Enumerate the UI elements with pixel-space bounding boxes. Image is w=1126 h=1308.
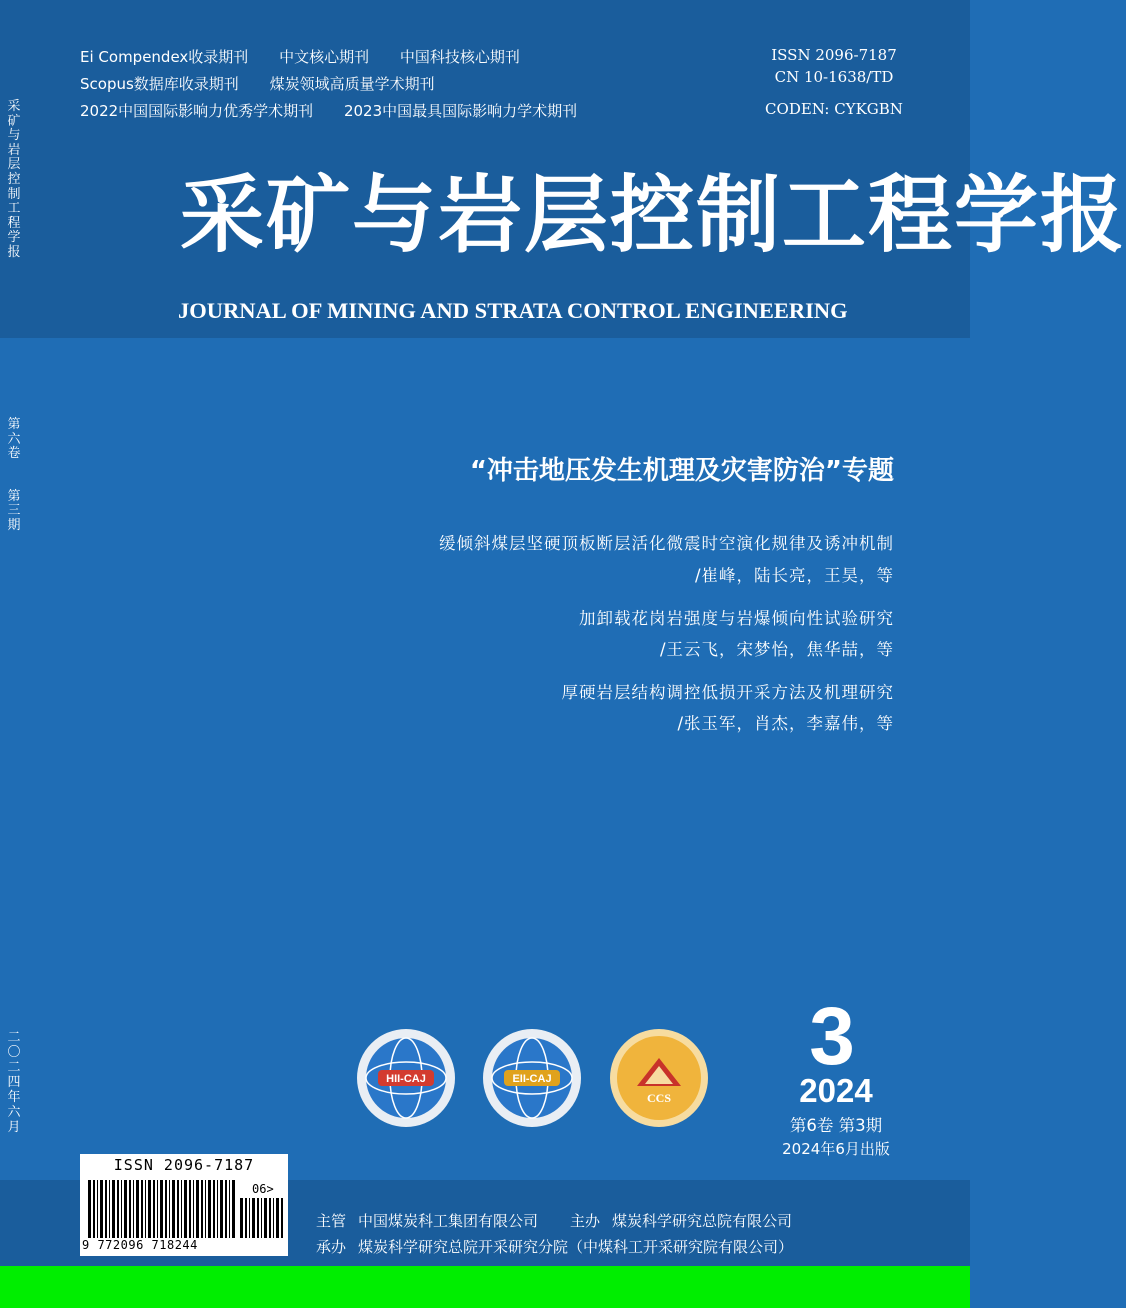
spine-char: 程 — [7, 215, 21, 231]
indexing-row — [80, 98, 680, 125]
spine-char: 〇 — [7, 1045, 21, 1060]
indexing-row — [80, 71, 680, 98]
spine-char: 六 — [7, 431, 21, 447]
badge-label: CCS — [646, 1091, 672, 1105]
barcode-bar — [112, 1180, 115, 1238]
barcode-digits: 9 772096 718244 — [82, 1238, 198, 1252]
footer-strip — [0, 1266, 970, 1308]
volume-issue: 第6卷 第3期 — [789, 1116, 883, 1135]
indexing-item: 2022中国国际影响力优秀学术期刊 — [80, 102, 314, 120]
barcode-icon — [88, 1180, 238, 1238]
spine-char: 矿 — [7, 113, 21, 129]
barcode-bar — [252, 1198, 255, 1238]
spine-char: 年 — [7, 1090, 21, 1105]
barcode-bar — [93, 1180, 95, 1238]
barcode-bar — [249, 1198, 250, 1238]
barcode-addon: 06> — [252, 1182, 274, 1196]
barcode-addon-icon — [240, 1198, 284, 1238]
barcode-bar — [184, 1180, 187, 1238]
spine-char: 四 — [7, 1075, 21, 1090]
spine-char: 岩 — [7, 142, 21, 158]
badge-label: HII-CAJ — [386, 1073, 426, 1085]
barcode-bar — [109, 1180, 110, 1238]
spine-volume-issue — [5, 418, 23, 534]
hii-caj-badge — [356, 1028, 456, 1128]
barcode-bar — [177, 1180, 179, 1238]
indexing-row — [80, 44, 680, 71]
spine-char: 卷 — [7, 446, 21, 462]
indexing-item: 中文核心期刊 — [279, 48, 370, 66]
eii-caj-badge — [482, 1028, 582, 1128]
barcode-bar — [136, 1180, 139, 1238]
spine-char: 与 — [7, 128, 21, 144]
publication-date: 2024年6月出版 — [782, 1140, 890, 1158]
barcode-bar — [240, 1198, 243, 1238]
article-title: 加卸载花岗岩强度与岩爆倾向性试验研究 — [579, 609, 894, 628]
spine-char: 采 — [7, 99, 21, 114]
supervisor-label: 主管 — [316, 1212, 347, 1230]
barcode-bar — [169, 1180, 170, 1238]
spine-char: 学 — [7, 230, 21, 246]
barcode-bar — [229, 1180, 230, 1238]
journal-title-en: JOURNAL OF MINING AND STRATA CONTROL ENGINEERING — [178, 298, 848, 323]
barcode-bar — [181, 1180, 182, 1238]
special-topic-heading: “冲击地压发生机理及灾害防治”专题 — [469, 456, 894, 486]
barcode-bar — [264, 1198, 267, 1238]
sponsor-info — [316, 1208, 936, 1260]
barcode-bar — [205, 1180, 206, 1238]
barcode-bar — [121, 1180, 122, 1238]
barcode-bar — [189, 1180, 191, 1238]
spine-char: 三 — [7, 503, 21, 519]
coden-code: CODEN: CYKGBN — [765, 100, 903, 118]
ccs-badge — [609, 1028, 709, 1128]
spine-date — [5, 1030, 23, 1135]
identifier-block — [744, 44, 924, 120]
indexing-item: 2023中国最具国际影响力学术期刊 — [343, 102, 578, 120]
spine-char: 控 — [7, 171, 21, 187]
spine-char: 层 — [7, 157, 21, 173]
barcode-bar — [141, 1180, 143, 1238]
barcode-bar — [208, 1180, 211, 1238]
issn-number: ISSN 2096-7187 — [771, 46, 897, 64]
cn-number: CN 10-1638/TD — [774, 68, 894, 86]
article-authors: /张玉军，肖杰，李嘉伟，等 — [677, 714, 894, 733]
spine-char: 二 — [7, 1030, 21, 1045]
article-title: 缓倾斜煤层坚硬顶板断层活化微震时空演化规律及诱冲机制 — [439, 534, 894, 553]
indexing-item: 中国科技核心期刊 — [399, 48, 520, 66]
barcode-bar — [88, 1180, 91, 1238]
sponsor-row — [316, 1234, 936, 1260]
spine-char: 工 — [7, 201, 21, 217]
barcode-issn: ISSN 2096-7187 — [113, 1156, 255, 1174]
spine-char: 月 — [7, 1120, 21, 1135]
barcode-bar — [148, 1180, 151, 1238]
sponsor-name: 煤炭科学研究总院有限公司 — [612, 1212, 793, 1230]
barcode-bar — [276, 1198, 279, 1238]
barcode-bar — [153, 1180, 155, 1238]
barcode-bar — [245, 1198, 247, 1238]
article-title: 厚硬岩层结构调控低损开采方法及机理研究 — [561, 683, 894, 702]
emblem-icon — [609, 1028, 709, 1128]
barcode-bar — [145, 1180, 146, 1238]
organizer-label: 承办 — [316, 1238, 347, 1256]
barcode-bar — [201, 1180, 203, 1238]
barcode-bar — [225, 1180, 227, 1238]
barcode-bar — [196, 1180, 199, 1238]
globe-icon — [356, 1028, 456, 1128]
barcode-bar — [97, 1180, 98, 1238]
indexing-item: Scopus数据库收录期刊 — [80, 75, 239, 93]
barcode-bar — [117, 1180, 119, 1238]
barcode-bar — [261, 1198, 262, 1238]
spine-char: 二 — [7, 1060, 21, 1075]
barcode-bar — [124, 1180, 127, 1238]
spine-char: 报 — [7, 244, 21, 260]
badge-label: EII-CAJ — [512, 1073, 552, 1085]
barcode-bar — [157, 1180, 158, 1238]
barcode-bar — [193, 1180, 194, 1238]
barcode-bar — [269, 1198, 271, 1238]
organizer-name: 煤炭科学研究总院开采研究分院（中煤科工开采研究院有限公司） — [358, 1238, 794, 1256]
supervisor-name: 中国煤炭科工集团有限公司 — [358, 1212, 539, 1230]
barcode-bar — [133, 1180, 134, 1238]
barcode-bar — [129, 1180, 131, 1238]
article-authors: /崔峰，陆长亮，王昊，等 — [694, 566, 894, 585]
spine-title — [5, 100, 23, 261]
indexing-list — [80, 44, 680, 125]
spine-char: 六 — [7, 1105, 21, 1120]
barcode-bar — [100, 1180, 103, 1238]
article-authors: /王云飞，宋梦怡，焦华喆，等 — [659, 640, 894, 659]
spine-char: 第 — [7, 488, 21, 504]
indexing-item: Ei Compendex收录期刊 — [80, 48, 249, 66]
spine-char: 制 — [7, 186, 21, 202]
journal-title-cn: 采矿与岩层控制工程学报 — [180, 166, 1126, 264]
barcode-bar — [160, 1180, 163, 1238]
sponsor-label: 主办 — [570, 1212, 601, 1230]
indexing-item: 煤炭领域高质量学术期刊 — [269, 75, 435, 93]
sponsor-row — [316, 1208, 936, 1234]
barcode-bar — [217, 1180, 218, 1238]
spine-char: 第 — [7, 417, 21, 432]
barcode-bar — [165, 1180, 167, 1238]
barcode-bar — [273, 1198, 274, 1238]
globe-icon — [482, 1028, 582, 1128]
barcode-bar — [281, 1198, 283, 1238]
barcode-panel — [80, 1154, 288, 1256]
barcode-bar — [105, 1180, 107, 1238]
issue-year: 2024 — [799, 1072, 873, 1109]
spine-char: 期 — [7, 517, 21, 533]
barcode-bar — [257, 1198, 259, 1238]
barcode-bar — [172, 1180, 175, 1238]
issue-number: 3 — [809, 991, 855, 1082]
barcode-bar — [232, 1180, 235, 1238]
barcode-bar — [213, 1180, 215, 1238]
barcode-bar — [220, 1180, 223, 1238]
